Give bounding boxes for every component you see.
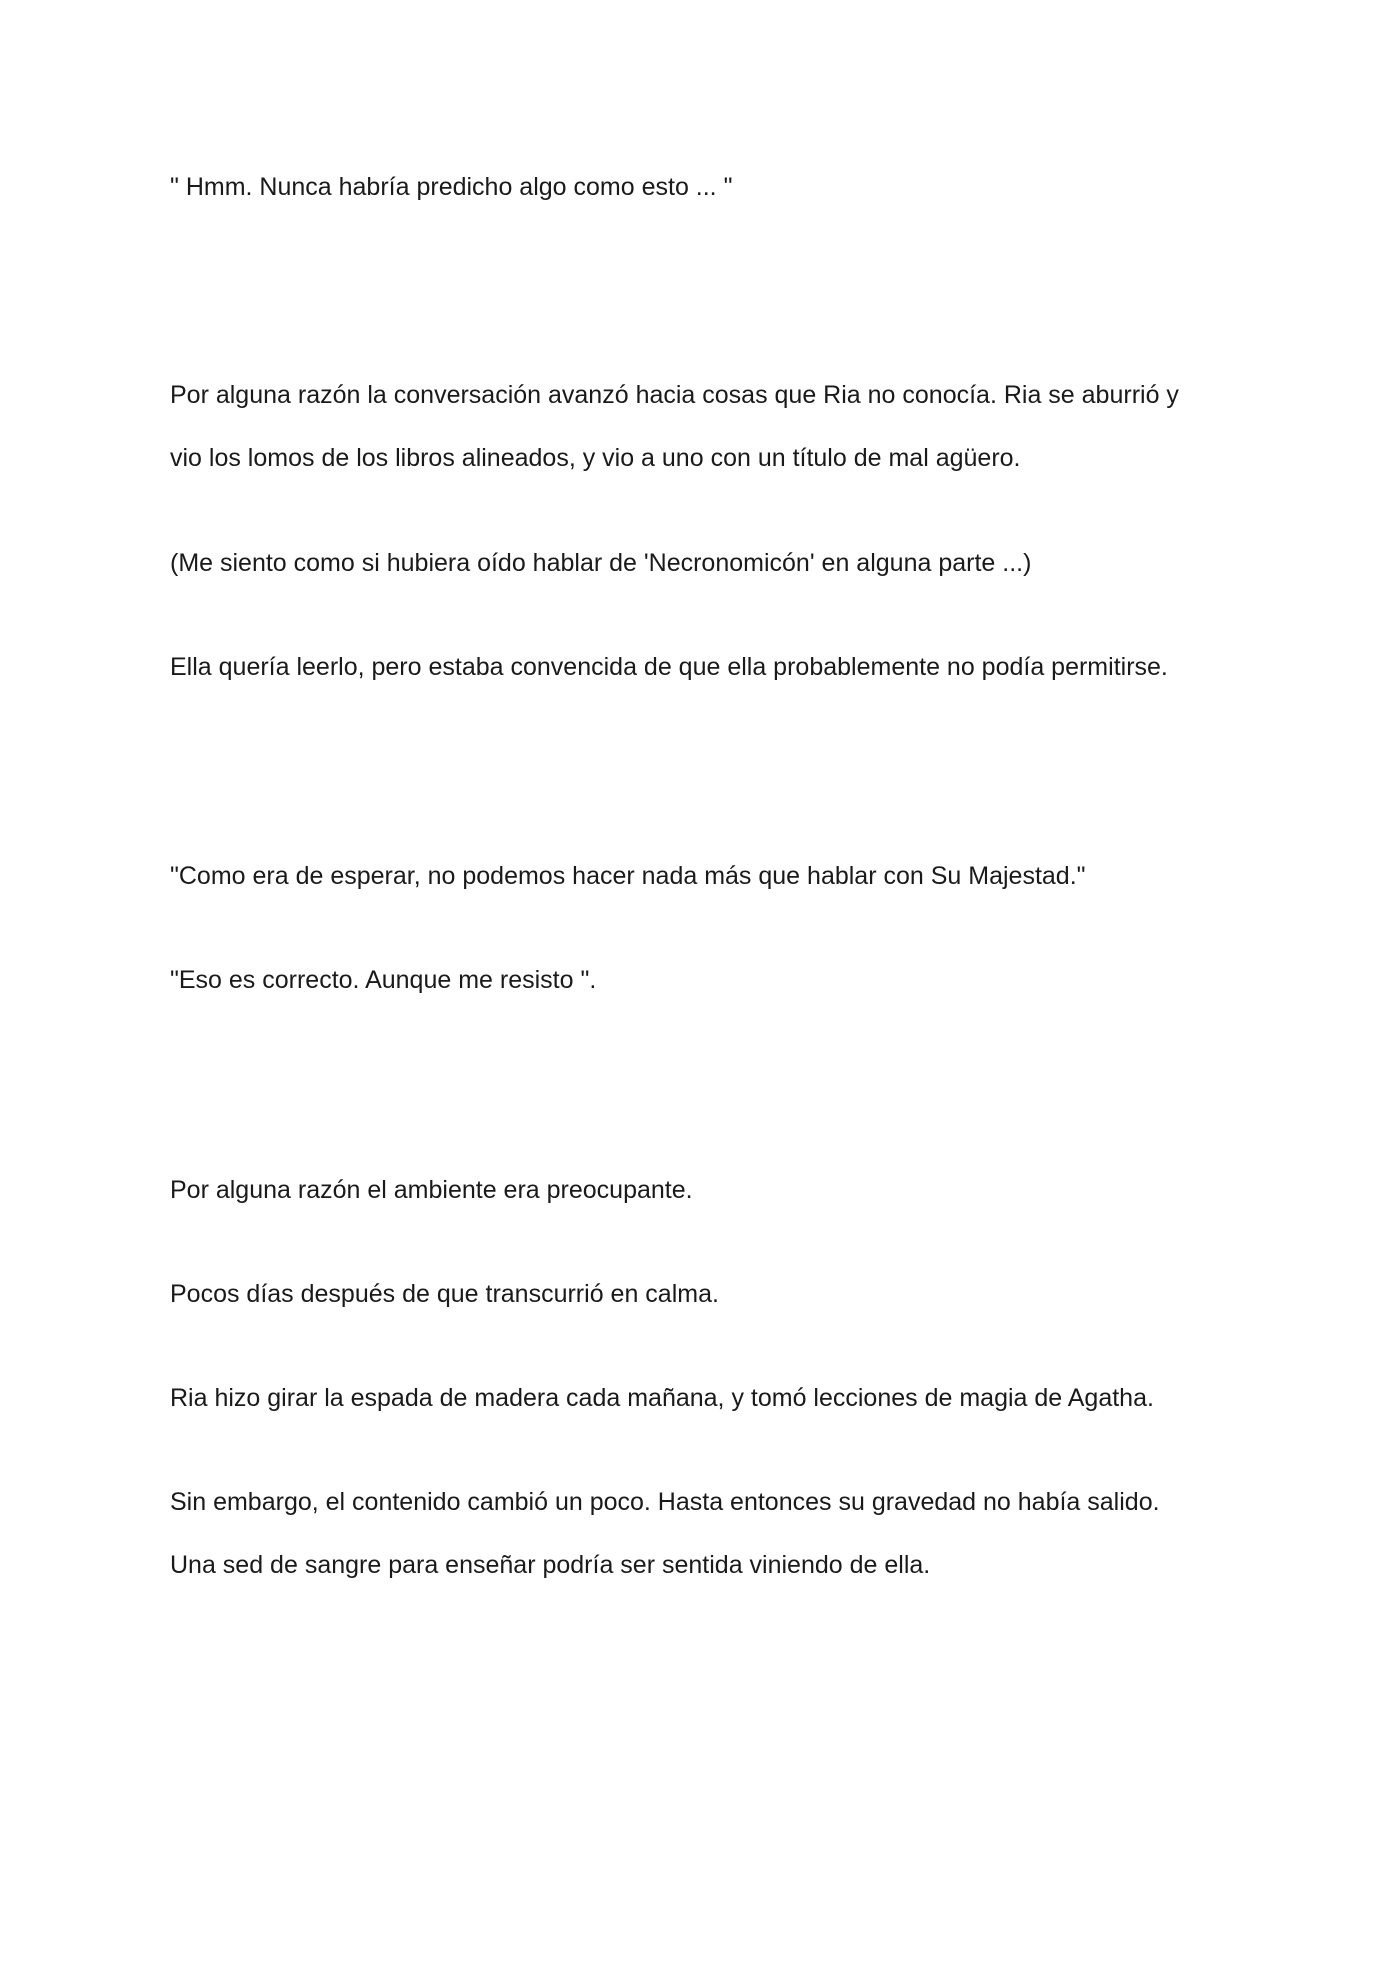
- text-line: "Como era de esperar, no podemos hacer nada más que hablar con Su Majestad.": [170, 862, 1086, 890]
- paragraph-1: [170, 156, 1250, 219]
- text-line: "Eso es correcto. Aunque me resisto ".: [170, 966, 597, 994]
- text-line: Por alguna razón el ambiente era preocupante.: [170, 1176, 693, 1204]
- paragraph-3: [170, 532, 1250, 595]
- text-line: Ella quería leerlo, pero estaba convencida de que ella probablemente no podía permitirse.: [170, 653, 1168, 681]
- text-line: Una sed de sangre para enseñar podría ser sentida viniendo de ella.: [170, 1551, 931, 1579]
- paragraph-5: [170, 845, 1250, 908]
- paragraph-2: [170, 364, 1250, 490]
- text-line: " Hmm. Nunca habría predicho algo como esto ... ": [170, 173, 733, 201]
- text-line: Por alguna razón la conversación avanzó hacia cosas que Ria no conocía. Ria se aburrió y: [170, 381, 1179, 409]
- text-line: Pocos días después de que transcurrió en calma.: [170, 1280, 719, 1308]
- paragraph-6: [170, 949, 1250, 1012]
- paragraph-4: [170, 636, 1250, 699]
- text-line: vio los lomos de los libros alineados, y vio a uno con un título de mal agüero.: [170, 444, 1021, 472]
- paragraph-7: [170, 1159, 1250, 1222]
- text-line: (Me siento como si hubiera oído hablar de 'Necronomicón' en alguna parte ...): [170, 549, 1032, 577]
- text-line: Sin embargo, el contenido cambió un poco. Hasta entonces su gravedad no había salido.: [170, 1488, 1160, 1516]
- text-line: Ria hizo girar la espada de madera cada mañana, y tomó lecciones de magia de Agatha.: [170, 1384, 1154, 1412]
- paragraph-9: [170, 1367, 1250, 1430]
- paragraph-8: [170, 1263, 1250, 1326]
- paragraph-10: [170, 1471, 1250, 1597]
